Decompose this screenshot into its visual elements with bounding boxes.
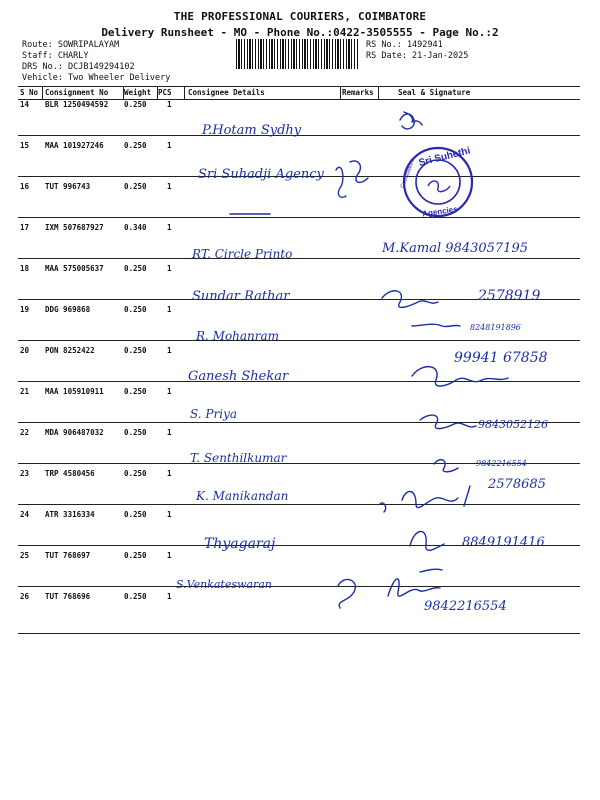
row-consignment: BLR 1250494592 — [45, 100, 109, 109]
signature-phone-handwriting: 2578919 — [478, 288, 541, 304]
signature-scribble — [412, 367, 508, 386]
row-consignment: ATR 3316334 — [45, 510, 95, 519]
stamp-sub: Agencies — [421, 204, 459, 219]
row-weight: 0.250 — [124, 141, 147, 150]
consignee-handwriting: P.Hotam Sydhy — [202, 123, 302, 138]
signature-scribble — [380, 486, 470, 512]
signature-phone-handwriting: 9842216554 — [424, 599, 507, 614]
row-weight: 0.250 — [124, 305, 147, 314]
row-weight: 0.250 — [124, 551, 147, 560]
col-header-weight: Weight — [124, 88, 152, 97]
signature-scribble — [382, 291, 438, 308]
company-title: THE PROFESSIONAL COURIERS, COIMBATORE — [173, 10, 427, 23]
signature-phone-handwriting: 8248191896 — [470, 323, 521, 332]
consignee-handwriting: Sundar Rathar — [192, 289, 290, 304]
signature-scribble — [410, 531, 444, 550]
signature-scribble — [420, 415, 476, 429]
row-sno: 23 — [20, 469, 30, 478]
col-header-remarks: Remarks — [342, 88, 374, 97]
row-weight: 0.250 — [124, 469, 147, 478]
row-weight: 0.250 — [124, 182, 147, 191]
row-pcs: 1 — [167, 100, 172, 109]
row-consignment: MAA 575005637 — [45, 264, 104, 273]
vehicle-label: Vehicle: Two Wheeler Delivery — [22, 73, 171, 83]
row-pcs: 1 — [167, 305, 172, 314]
stamp-city: Coimbatore — [400, 157, 417, 190]
row-pcs: 1 — [167, 182, 172, 191]
consignee-handwriting: K. Manikandan — [196, 489, 289, 503]
row-weight: 0.250 — [124, 592, 147, 601]
col-header-sno: S No — [20, 88, 39, 97]
row-sno: 15 — [20, 141, 30, 150]
col-header-consignment: Consignment No — [45, 88, 109, 97]
row-sno: 14 — [20, 100, 30, 109]
row-sno: 17 — [20, 223, 30, 232]
row-consignment: MDA 906487032 — [45, 428, 104, 437]
row-consignment: MAA 105910911 — [45, 387, 104, 396]
row-pcs: 1 — [167, 428, 172, 437]
signature-phone-handwriting: 8849191416 — [462, 535, 545, 550]
row-sno: 22 — [20, 428, 30, 437]
row-consignment: TUT 768696 — [45, 592, 91, 601]
row-consignment: TRP 4580456 — [45, 469, 95, 478]
row-pcs: 1 — [167, 551, 172, 560]
consignee-handwriting: Thyagaraj — [204, 536, 276, 552]
consignee-handwriting: RT. Circle Printo — [192, 247, 293, 261]
signature-scribble — [412, 324, 460, 326]
col-header-consignee: Consignee Details — [188, 88, 265, 97]
row-consignment: IXM 507687927 — [45, 223, 104, 232]
col-header-seal: Seal & Signature — [398, 88, 471, 97]
consignee-handwriting: Sri Suhadji Agency — [198, 167, 324, 182]
row-sno: 25 — [20, 551, 30, 560]
route-label: Route: SOWRIPALAYAM — [22, 40, 120, 50]
row-pcs: 1 — [167, 469, 172, 478]
signature-phone-handwriting: 9842216554 — [476, 459, 527, 468]
staff-label: Staff: CHARLY — [22, 51, 89, 61]
row-weight: 0.250 — [124, 100, 147, 109]
signature-phone-handwriting: M.Kamal 9843057195 — [382, 241, 528, 256]
runsheet-title: Delivery Runsheet - MO - Phone No.:0422-3505555 - Page No.:2 — [101, 26, 499, 39]
row-pcs: 1 — [167, 387, 172, 396]
row-weight: 0.250 — [124, 510, 147, 519]
row-sno: 26 — [20, 592, 30, 601]
consignee-handwriting: S. Priya — [190, 407, 238, 421]
row-consignment: MAA 101927246 — [45, 141, 104, 150]
row-consignment: TUT 768697 — [45, 551, 91, 560]
row-consignment: TUT 996743 — [45, 182, 91, 191]
col-header-pcs: PCS — [158, 88, 172, 97]
row-sno: 16 — [20, 182, 30, 191]
row-sno: 18 — [20, 264, 30, 273]
row-pcs: 1 — [167, 592, 172, 601]
signature-phone-handwriting: 2578685 — [488, 477, 546, 492]
row-sno: 21 — [20, 387, 30, 396]
agency-stamp — [400, 145, 472, 218]
rs-no-label: RS No.: 1492941 — [366, 40, 443, 50]
stamp-name: Sri Suhethi — [417, 145, 472, 169]
row-consignment: DDG 969868 — [45, 305, 91, 314]
consignee-handwriting: S.Venkateswaran — [176, 578, 272, 591]
rs-date-label: RS Date: 21-Jan-2025 — [366, 51, 469, 61]
row-pcs: 1 — [167, 346, 172, 355]
row-pcs: 1 — [167, 264, 172, 273]
row-weight: 0.340 — [124, 223, 147, 232]
row-sno: 20 — [20, 346, 30, 355]
row-sno: 24 — [20, 510, 30, 519]
row-weight: 0.250 — [124, 346, 147, 355]
row-weight: 0.250 — [124, 428, 147, 437]
consignee-handwriting: R. Mohanram — [196, 329, 280, 343]
stamp-signature — [428, 181, 450, 192]
consignee-handwriting: T. Senthilkumar — [190, 451, 287, 465]
row-sno: 19 — [20, 305, 30, 314]
signature-scribble — [400, 112, 422, 129]
signature-scribble — [434, 460, 458, 472]
signature-phone-handwriting: 99941 67858 — [454, 350, 548, 366]
consignee-handwriting: Ganesh Shekar — [188, 369, 289, 384]
row-pcs: 1 — [167, 223, 172, 232]
drs-label: DRS No.: DCJB149294102 — [22, 62, 135, 72]
signature-phone-handwriting: 9843052126 — [478, 418, 548, 431]
row-weight: 0.250 — [124, 264, 147, 273]
remark-scribble — [336, 161, 368, 197]
row-pcs: 1 — [167, 141, 172, 150]
row-weight: 0.250 — [124, 387, 147, 396]
row-consignment: PON 8252422 — [45, 346, 95, 355]
row-pcs: 1 — [167, 510, 172, 519]
